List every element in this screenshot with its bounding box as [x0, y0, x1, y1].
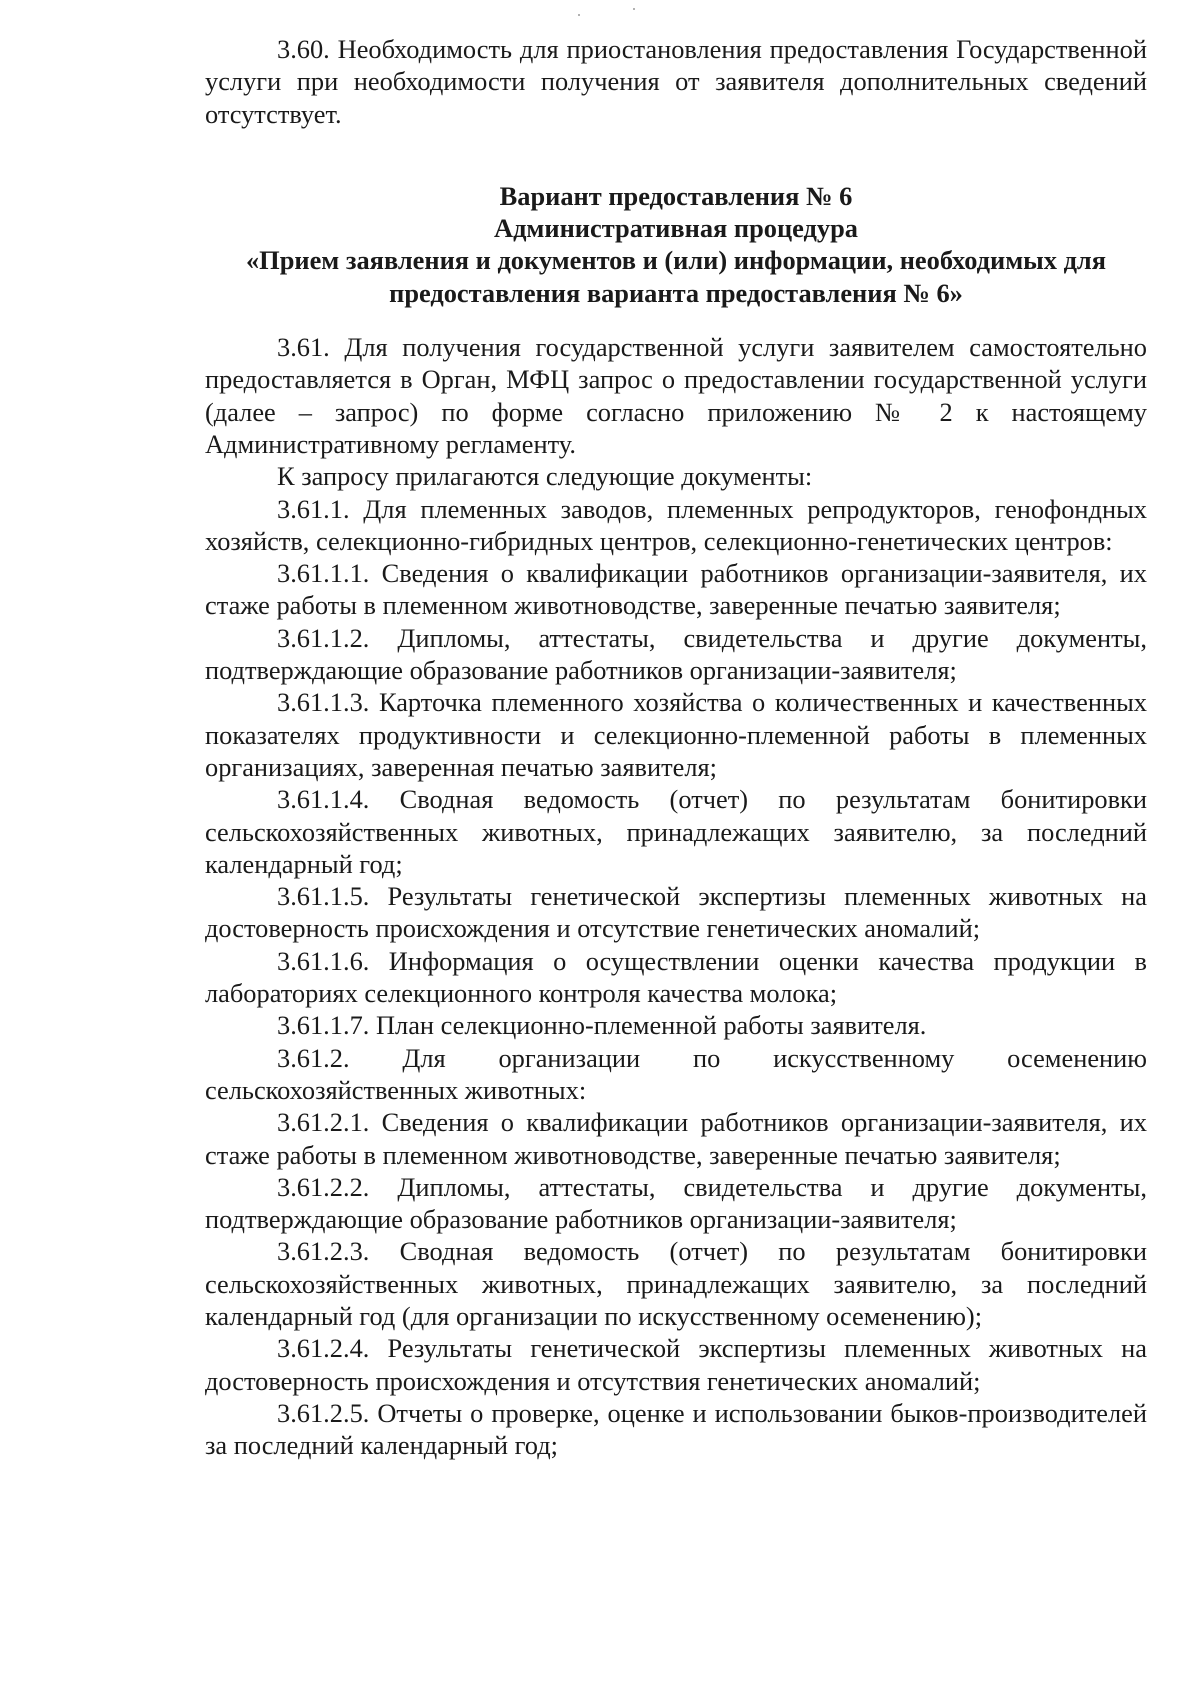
- paragraph-3-61-1-2: 3.61.1.2. Дипломы, аттестаты, свидетельства и другие документы, подтверждающие образование работников организации-заявителя;: [205, 622, 1147, 686]
- paragraph-3-61-1-5: 3.61.1.5. Результаты генетической экспертизы племенных животных на достоверность происхождения и отсутствие генетических аномалий;: [205, 881, 1147, 944]
- paragraph-3-61-1-6: 3.61.1.6. Информация о осуществлении оценки качества продукции в лабораториях селекционного контроля качества молока;: [205, 945, 1147, 1009]
- paragraph-3-61-2-1: 3.61.2.1. Сведения о квалификации работников организации-заявителя, их стаже работы в племенном животноводстве, заверенные печатью заявителя;: [205, 1107, 1147, 1170]
- scan-speck: [633, 8, 635, 10]
- paragraph-3-61-1-7: 3.61.1.7. План селекционно-племенной работы заявителя.: [277, 1010, 927, 1041]
- scan-speck: [578, 14, 580, 16]
- paragraph-3-61-1-4: 3.61.1.4. Сводная ведомость (отчет) по результатам бонитировки сельскохозяйственных животных, принадлежащих заявителю, за последний календарный год;: [205, 784, 1147, 879]
- paragraph-3-61-2: 3.61.2. Для организации по искусственному осеменению сельскохозяйственных животных:: [205, 1042, 1147, 1105]
- paragraph-3-61: 3.61. Для получения государственной услуги заявителем самостоятельно предоставляется в Орган, МФЦ запрос о предоставлении государственной услуги (далее – запрос) по форме согласно приложению № 2 к настоящему Административному регламенту.: [205, 332, 1147, 459]
- document-body: [205, 33, 1147, 1461]
- heading-procedure: Административная процедура: [494, 213, 858, 244]
- paragraph-3-61-2-3: 3.61.2.3. Сводная ведомость (отчет) по результатам бонитировки сельскохозяйственных животных, принадлежащих заявителю, за последний календарный год (для организации по искусственному осеменению);: [205, 1236, 1147, 1331]
- section-heading: [205, 180, 1147, 309]
- paragraph-3-61-2-4: 3.61.2.4. Результаты генетической экспертизы племенных животных на достоверность происхождения и отсутствия генетических аномалий;: [205, 1333, 1147, 1396]
- intro-paragraph: 3.60. Необходимость для приостановления предоставления Государственной услуги при необходимости получения от заявителя дополнительных сведений отсутствует.: [205, 34, 1147, 129]
- paragraph-3-61-2-5: 3.61.2.5. Отчеты о проверке, оценке и использовании быков-производителей за последний календарный год;: [205, 1397, 1147, 1461]
- paragraph-3-61-1-1: 3.61.1.1. Сведения о квалификации работников организации-заявителя, их стаже работы в племенном животноводстве, заверенные печатью заявителя;: [205, 558, 1147, 621]
- paragraph-3-61-1: 3.61.1. Для племенных заводов, племенных репродукторов, генофондных хозяйств, селекционно-гибридных центров, селекционно-генетических центров:: [205, 493, 1147, 556]
- paragraph-3-61-2-2: 3.61.2.2. Дипломы, аттестаты, свидетельства и другие документы, подтверждающие образование работников организации-заявителя;: [205, 1171, 1147, 1235]
- paragraph-3-61-1-3: 3.61.1.3. Карточка племенного хозяйства о количественных и качественных показателях продуктивности и селекционно-племенной работы в племенных организациях, заверенная печатью заявителя;: [205, 687, 1147, 782]
- paragraph-attachments-intro: К запросу прилагаются следующие документы:: [277, 461, 813, 492]
- section-spacer: [205, 130, 1147, 180]
- heading-variant: Вариант предоставления № 6: [499, 180, 853, 211]
- heading-procedure-title: «Прием заявления и документов и (или) информации, необходимых для предоставления варианта предоставления № 6»: [245, 245, 1107, 308]
